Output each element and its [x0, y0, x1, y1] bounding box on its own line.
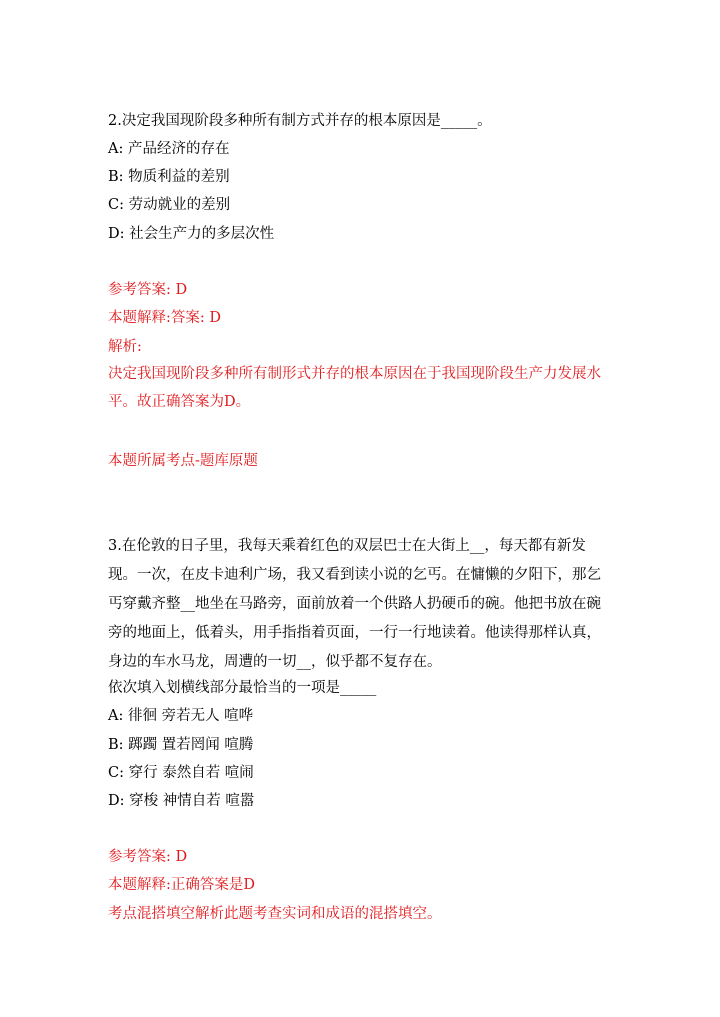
- q2-option-b: B: 物质利益的差别: [108, 169, 230, 185]
- q3-option-d: D: 穿梭 神情自若 喧嚣: [108, 793, 255, 809]
- q3-analysis-text: 考点混搭填空解析此题考查实词和成语的混搭填空。: [108, 906, 442, 922]
- question-2-text: 2.决定我国现阶段多种所有制方式并存的根本原因是_____。: [108, 113, 492, 129]
- q3-option-b: B: 踯躅 置若罔闻 喧腾: [108, 737, 254, 753]
- q3-option-a: A: 徘徊 旁若无人 喧哗: [108, 708, 254, 724]
- q2-analysis-label: 解析:: [108, 339, 142, 355]
- q3-explanation-answer: 本题解释:正确答案是D: [108, 877, 256, 893]
- q2-option-a: A: 产品经济的存在: [108, 141, 230, 157]
- q2-explanation-answer: 本题解释:答案: D: [108, 310, 222, 326]
- q3-reference-answer: 参考答案: D: [108, 849, 188, 865]
- question-3-text: 依次填入划横线部分最恰当的一项是_____: [108, 680, 377, 696]
- q2-analysis-text: 决定我国现阶段多种所有制形式并存的根本原因在于我国现阶段生产力发展水平。故正确答案为D。: [108, 366, 601, 410]
- q2-option-d: D: 社会生产力的多层次性: [108, 226, 275, 242]
- q3-option-c: C: 穿行 泰然自若 喧闹: [108, 765, 254, 781]
- q2-reference-answer: 参考答案: D: [108, 282, 188, 298]
- q2-option-c: C: 劳动就业的差别: [108, 197, 231, 213]
- q2-topic: 本题所属考点-题库原题: [108, 453, 258, 469]
- question-3-passage: 3.在伦敦的日子里，我每天乘着红色的双层巴士在大街上__，每天都有新发现。一次，在皮卡迪利广场，我又看到读小说的乞丐。在慵懒的夕阳下，那乞丐穿戴齐整__地坐在马路旁，面前放着一个供路人扔硬币的碗。他把书放在碗旁的地面上，低着头，用手指指着页面，一行一行地读着。他读得那样认真，身边的车水马龙，周遭的一切__，似乎都不复存在。: [108, 538, 601, 670]
